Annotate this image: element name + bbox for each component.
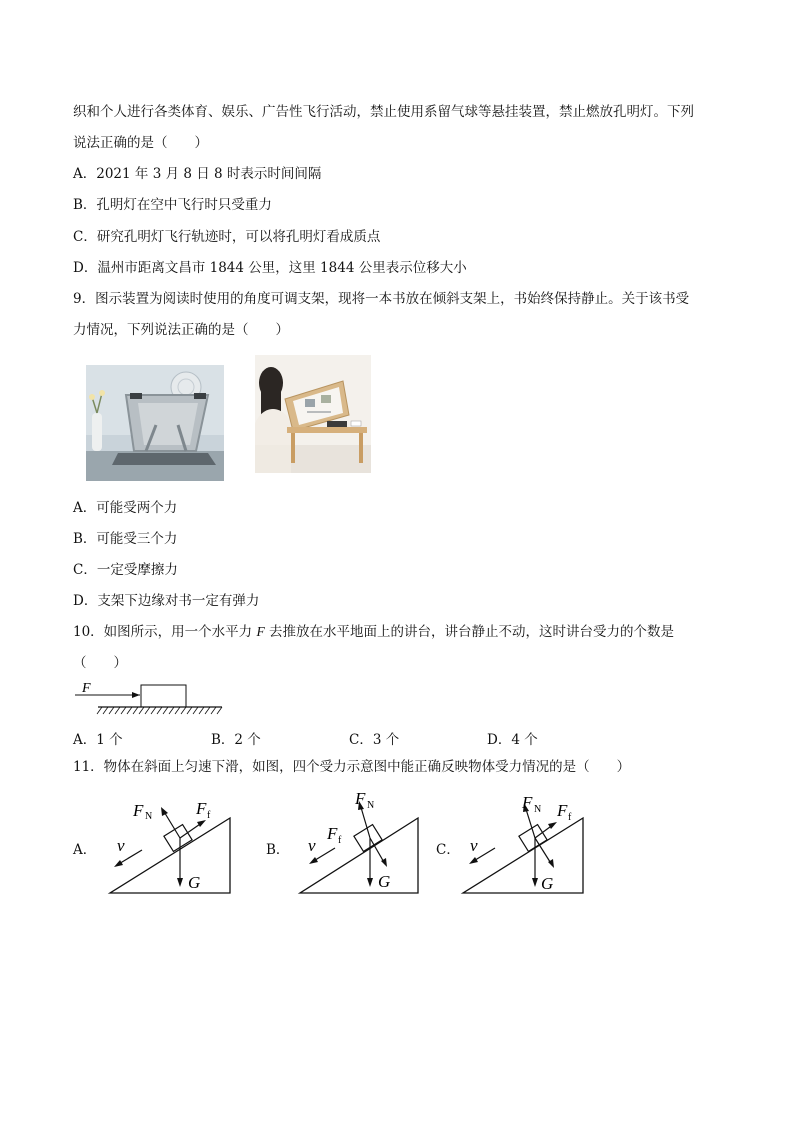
podium-diagram xyxy=(70,678,230,718)
q8-line1: 织和个人进行各类体育、娱乐、广告性飞行活动，禁止使用系留气球等悬挂装置，禁止燃放孔明灯。下列 xyxy=(73,104,694,120)
q10-option-d: D．4 个 xyxy=(487,732,538,748)
svg-text:f: f xyxy=(207,810,211,821)
q10-option-b: B．2 个 xyxy=(211,732,261,748)
q8-option-b: B．孔明灯在空中飞行时只受重力 xyxy=(73,197,272,213)
svg-text:G: G xyxy=(541,874,554,893)
q10-line1: 10．如图所示，用一个水平力 F 去推放在水平地面上的讲台，讲台静止不动，这时讲台受力的个数是 xyxy=(73,624,675,640)
svg-text:v: v xyxy=(470,836,478,855)
incline-diagram-c xyxy=(455,788,595,898)
incline-diagram-b xyxy=(290,788,430,898)
q8-option-a: A．2021 年 3 月 8 日 8 时表示时间间隔 xyxy=(73,166,322,182)
svg-text:N: N xyxy=(145,811,153,822)
svg-text:F: F xyxy=(133,801,144,820)
svg-text:v: v xyxy=(308,836,316,855)
q9-option-b: B．可能受三个力 xyxy=(73,531,178,547)
svg-text:F: F xyxy=(355,789,366,808)
incline-diagram-a xyxy=(100,788,240,898)
q9-option-d: D．支架下边缘对书一定有弹力 xyxy=(73,593,260,609)
svg-text:N: N xyxy=(534,804,542,815)
reading-desk-photo xyxy=(255,355,371,473)
q11-option-b: B． xyxy=(266,842,290,858)
svg-text:G: G xyxy=(188,873,201,892)
svg-text:f: f xyxy=(568,812,572,823)
stand-photo xyxy=(86,365,224,481)
q8-option-d: D．温州市距离文昌市 1844 公里，这里 1844 公里表示位移大小 xyxy=(73,260,467,276)
q10-option-a: A．1 个 xyxy=(73,732,123,748)
q10-line2: （ ） xyxy=(73,655,127,671)
q11-option-a: A． xyxy=(73,842,97,858)
svg-text:F: F xyxy=(522,793,533,812)
svg-text:f: f xyxy=(338,835,342,846)
svg-text:N: N xyxy=(367,800,375,811)
q8-line2: 说法正确的是（ ） xyxy=(73,135,208,151)
q11-line1: 11．物体在斜面上匀速下滑，如图，四个受力示意图中能正确反映物体受力情况的是（ ） xyxy=(73,759,631,775)
q9-line1: 9．图示装置为阅读时使用的角度可调支架，现将一本书放在倾斜支架上，书始终保持静止。关于该书受 xyxy=(73,291,690,307)
q9-line2: 力情况，下列说法正确的是（ ） xyxy=(73,322,289,338)
q10-force-label: F xyxy=(82,681,91,696)
svg-text:F: F xyxy=(557,801,568,820)
q8-option-c: C．研究孔明灯飞行轨迹时，可以将孔明灯看成质点 xyxy=(73,229,381,245)
q11-option-c: C． xyxy=(436,842,460,858)
q10-option-c: C．3 个 xyxy=(349,732,400,748)
q9-option-c: C．一定受摩擦力 xyxy=(73,562,178,578)
q9-option-a: A．可能受两个力 xyxy=(73,500,178,516)
svg-text:G: G xyxy=(378,872,391,891)
svg-text:v: v xyxy=(117,836,125,855)
svg-text:F: F xyxy=(196,799,207,818)
svg-text:F: F xyxy=(327,824,338,843)
